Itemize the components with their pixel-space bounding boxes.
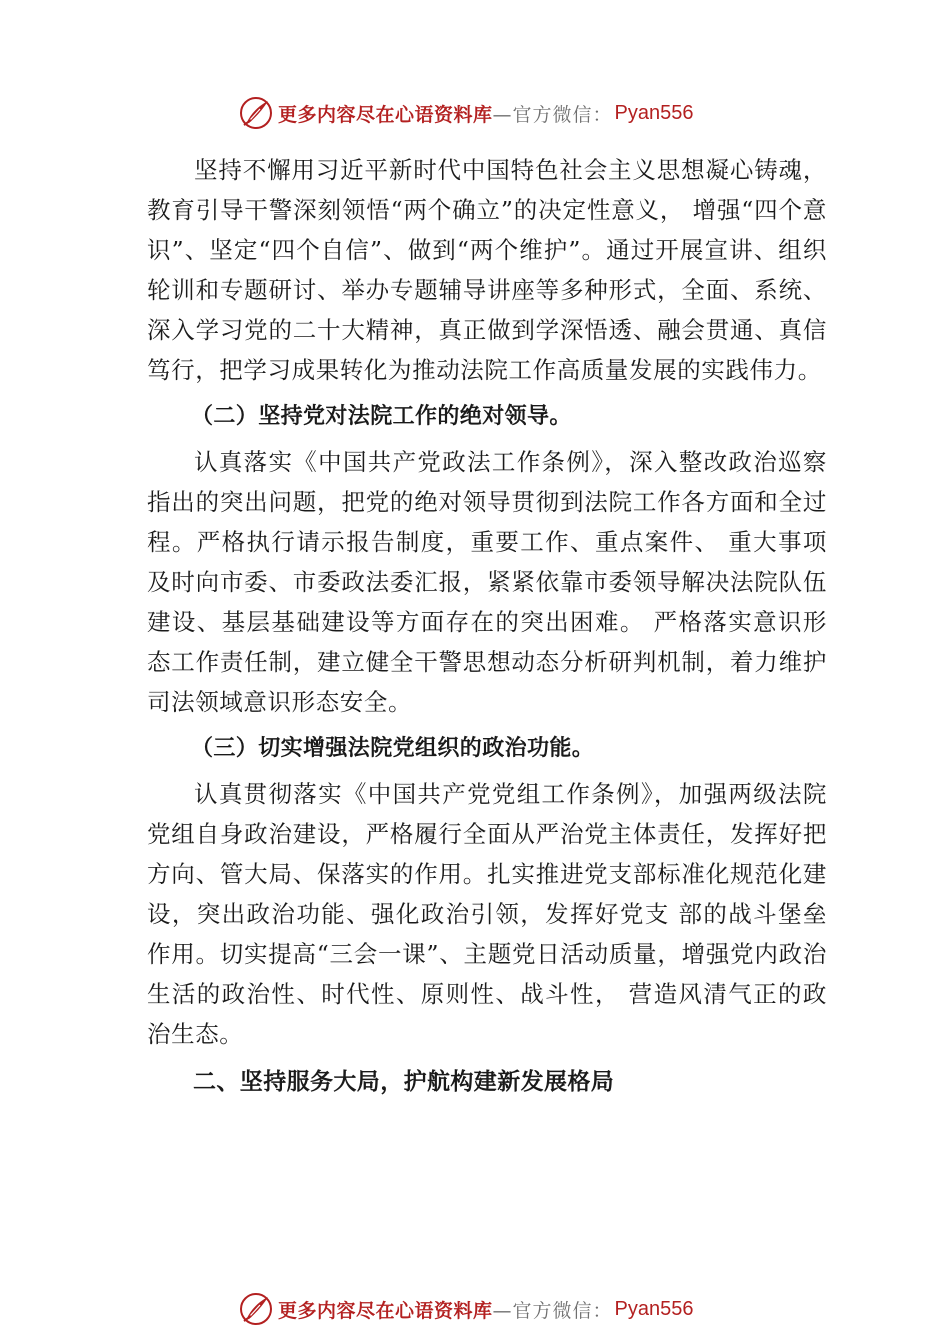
banner-wechat-label: —官方微信： xyxy=(492,103,613,126)
banner-library-text: 更多内容尽在心语资料库 xyxy=(278,103,493,126)
subheading-2: （二）坚持党对法院工作的绝对领导。 xyxy=(191,403,572,429)
paragraph-2: 认真落实《中国共产党政法工作条例》，深入整改政治巡察指出的突出问题，把党的绝对领导贯彻到法院工作各方面和全过程。严格执行请示报告制度，重要工作、重点案件、 重大事项及时向市委、市委政法委汇报，紧紧依靠市委领导解决法院队伍建设、基层基础建设等方面存在的突出困难。 严格落实意识形态工作责任制，建立健全干警思想动态分析研判机制，着力维护司法领域意识形态安全。 xyxy=(147,448,827,716)
banner-wechat-id: Pyan556 xyxy=(614,101,694,124)
paragraph-1: 坚持不懈用习近平新时代中国特色社会主义思想凝心铸魂，教育引导干警深刻领悟“两个确立”的决定性意义， 增强“四个意识”、坚定“四个自信”、做到“两个维护”。通过开展宣讲、组织轮训和专题研讨、举办专题辅导讲座等多种形式，全面、系统、深入学习党的二十大精神，真正做到学深悟透、融会贯通、真信笃行，把学习成果转化为推动法院工作高质量发展的实践伟力。 xyxy=(147,156,827,384)
footer-watermark-banner xyxy=(238,1291,694,1327)
banner-library-text: 更多内容尽在心语资料库 xyxy=(278,1299,493,1322)
paragraph-3: 认真贯彻落实《中国共产党党组工作条例》，加强两级法院党组自身政治建设，严格履行全面从严治党主体责任，发挥好把方向、管大局、保落实的作用。扎实推进党支部标准化规范化建设，突出政治功能、强化政治引领，发挥好党支 部的战斗堡垒作用。切实提高“三会一课”、主题党日活动质量，增强党内政治生活的政治性、时代性、原则性、战斗性， 营造风清气正的政治生态。 xyxy=(147,780,827,1048)
banner-wechat-id: Pyan556 xyxy=(614,1297,694,1320)
document-body xyxy=(147,150,827,1102)
subheading-3: （三）切实增强法院党组织的政治功能。 xyxy=(191,735,595,761)
quill-pen-seal-icon xyxy=(238,95,274,131)
quill-pen-seal-icon xyxy=(238,1291,274,1327)
section-heading-2: 二、坚持服务大局，护航构建新发展格局 xyxy=(193,1069,615,1095)
banner-wechat-label: —官方微信： xyxy=(492,1299,613,1322)
header-watermark-banner xyxy=(238,95,694,131)
